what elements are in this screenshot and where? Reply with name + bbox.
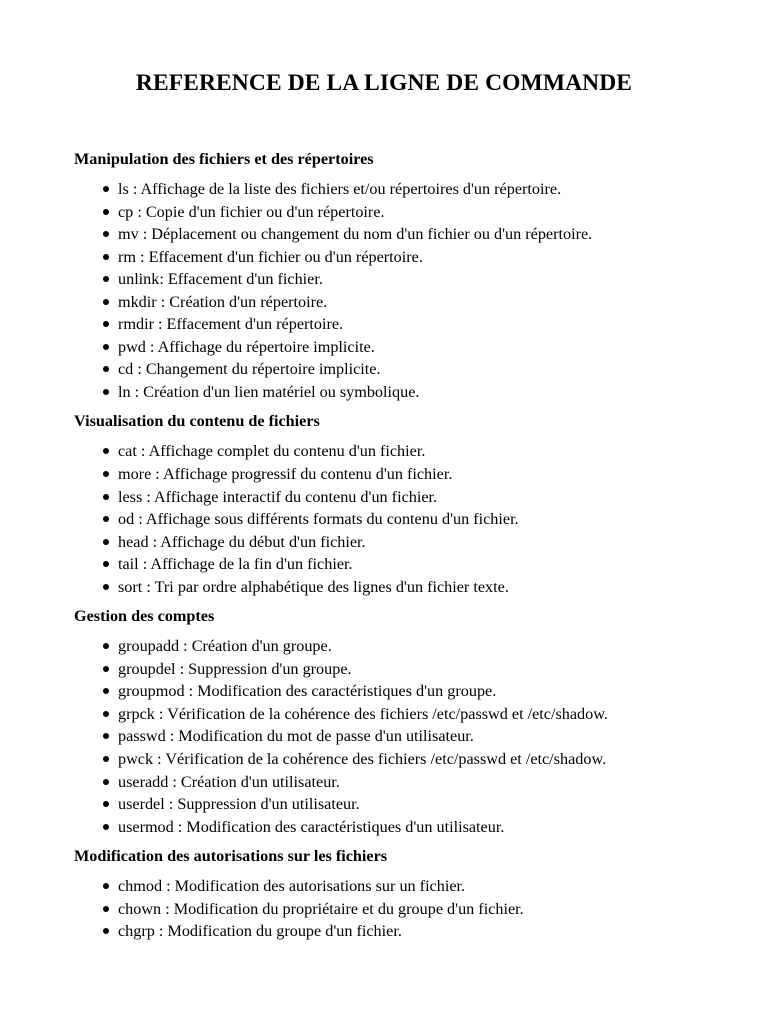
bullet-icon	[103, 733, 109, 739]
list-item-text: cp : Copie d'un fichier ou d'un répertoire.	[118, 202, 385, 221]
list-item	[118, 576, 694, 599]
list-item-text: groupdel : Suppression d'un groupe.	[118, 659, 352, 678]
list-item-text: od : Affichage sous différents formats du contenu d'un fichier.	[118, 510, 519, 529]
list-item	[118, 898, 694, 921]
command-list	[74, 635, 694, 838]
list-item	[118, 486, 694, 509]
list-item-text: mv : Déplacement ou changement du nom d'un fichier ou d'un répertoire.	[118, 225, 593, 244]
bullet-icon	[103, 883, 109, 889]
list-item-text: userdel : Suppression d'un utilisateur.	[118, 795, 360, 814]
list-item-text: grpck : Vérification de la cohérence des fichiers /etc/passwd et /etc/shadow.	[118, 704, 608, 723]
list-item	[118, 463, 694, 486]
bullet-icon	[103, 643, 109, 649]
bullet-icon	[103, 471, 109, 477]
section-heading: Manipulation des fichiers et des répertoires	[74, 150, 374, 168]
page-title: REFERENCE DE LA LIGNE DE COMMANDE	[135, 70, 633, 96]
list-item	[118, 658, 694, 681]
bullet-icon	[103, 494, 109, 500]
sections-container	[74, 148, 694, 943]
bullet-icon	[103, 928, 109, 934]
bullet-icon	[103, 231, 109, 237]
bullet-icon	[103, 186, 109, 192]
list-item	[118, 381, 694, 404]
section-heading: Modification des autorisations sur les fichiers	[74, 847, 388, 866]
list-item	[118, 358, 694, 381]
list-item	[118, 440, 694, 463]
list-item	[118, 920, 694, 943]
bullet-icon	[103, 299, 109, 305]
list-item	[118, 793, 694, 816]
list-item-text: usermod : Modification des caractéristiques d'un utilisateur.	[118, 817, 505, 836]
list-item-text: ls : Affichage de la liste des fichiers et/ou répertoires d'un répertoire.	[118, 180, 562, 198]
bullet-icon	[103, 448, 109, 454]
command-list	[74, 875, 694, 943]
bullet-icon	[103, 516, 109, 522]
list-item-text: cd : Changement du répertoire implicite.	[118, 360, 381, 379]
bullet-icon	[103, 389, 109, 395]
section-heading: Visualisation du contenu de fichiers	[74, 412, 320, 431]
command-section	[74, 148, 694, 403]
bullet-icon	[103, 756, 109, 762]
bullet-icon	[103, 711, 109, 717]
bullet-icon	[103, 906, 109, 912]
list-item	[118, 703, 694, 726]
bullet-icon	[103, 209, 109, 215]
list-item-text: rmdir : Effacement d'un répertoire.	[118, 315, 344, 334]
list-item-text: ln : Création d'un lien matériel ou symbolique.	[118, 382, 420, 401]
list-item-text: chgrp : Modification du groupe d'un fichier.	[118, 922, 402, 941]
list-item	[118, 178, 694, 201]
list-item-text: groupadd : Création d'un groupe.	[118, 637, 332, 656]
bullet-icon	[103, 779, 109, 785]
list-item-text: pwd : Affichage du répertoire implicite.	[118, 337, 375, 356]
list-item	[118, 223, 694, 246]
list-item	[118, 531, 694, 554]
list-item	[118, 246, 694, 269]
list-item-text: useradd : Création d'un utilisateur.	[118, 772, 340, 791]
list-item	[118, 336, 694, 359]
list-item-text: more : Affichage progressif du contenu d'un fichier.	[118, 465, 453, 484]
bullet-icon	[103, 321, 109, 327]
bullet-icon	[103, 801, 109, 807]
list-item-text: chmod : Modification des autorisations sur un fichier.	[118, 877, 466, 896]
list-item	[118, 771, 694, 794]
list-item	[118, 313, 694, 336]
list-item	[118, 201, 694, 224]
command-section	[74, 410, 694, 598]
list-item	[118, 725, 694, 748]
section-heading: Gestion des comptes	[74, 607, 215, 626]
command-list	[74, 440, 694, 598]
bullet-icon	[103, 688, 109, 694]
bullet-icon	[103, 561, 109, 567]
command-section	[74, 605, 694, 838]
bullet-icon	[103, 539, 109, 545]
list-item-text: chown : Modification du propriétaire et du groupe d'un fichier.	[118, 899, 524, 918]
list-item	[118, 553, 694, 576]
list-item	[118, 508, 694, 531]
list-item-text: tail : Affichage de la fin d'un fichier.	[118, 555, 353, 574]
command-list	[74, 178, 694, 403]
list-item	[118, 748, 694, 771]
list-item-text: head : Affichage du début d'un fichier.	[118, 532, 366, 551]
list-item	[118, 635, 694, 658]
list-item-text: unlink: Effacement d'un fichier.	[118, 270, 323, 289]
list-item	[118, 268, 694, 291]
list-item-text: less : Affichage interactif du contenu d'un fichier.	[118, 487, 438, 506]
list-item	[118, 680, 694, 703]
list-item-text: cat : Affichage complet du contenu d'un fichier.	[118, 442, 426, 461]
list-item	[118, 875, 694, 898]
bullet-icon	[103, 824, 109, 830]
bullet-icon	[103, 366, 109, 372]
list-item-text: pwck : Vérification de la cohérence des fichiers /etc/passwd et /etc/shadow.	[118, 750, 607, 769]
bullet-icon	[103, 254, 109, 260]
list-item-text: sort : Tri par ordre alphabétique des lignes d'un fichier texte.	[118, 577, 509, 596]
bullet-icon	[103, 584, 109, 590]
bullet-icon	[103, 666, 109, 672]
list-item-text: rm : Effacement d'un fichier ou d'un répertoire.	[118, 247, 423, 266]
list-item-text: passwd : Modification du mot de passe d'un utilisateur.	[118, 727, 474, 746]
list-item	[118, 816, 694, 839]
list-item-text: groupmod : Modification des caractéristiques d'un groupe.	[118, 682, 497, 701]
list-item	[118, 291, 694, 314]
list-item-text: mkdir : Création d'un répertoire.	[118, 292, 328, 311]
bullet-icon	[103, 276, 109, 282]
command-section	[74, 845, 694, 943]
bullet-icon	[103, 344, 109, 350]
